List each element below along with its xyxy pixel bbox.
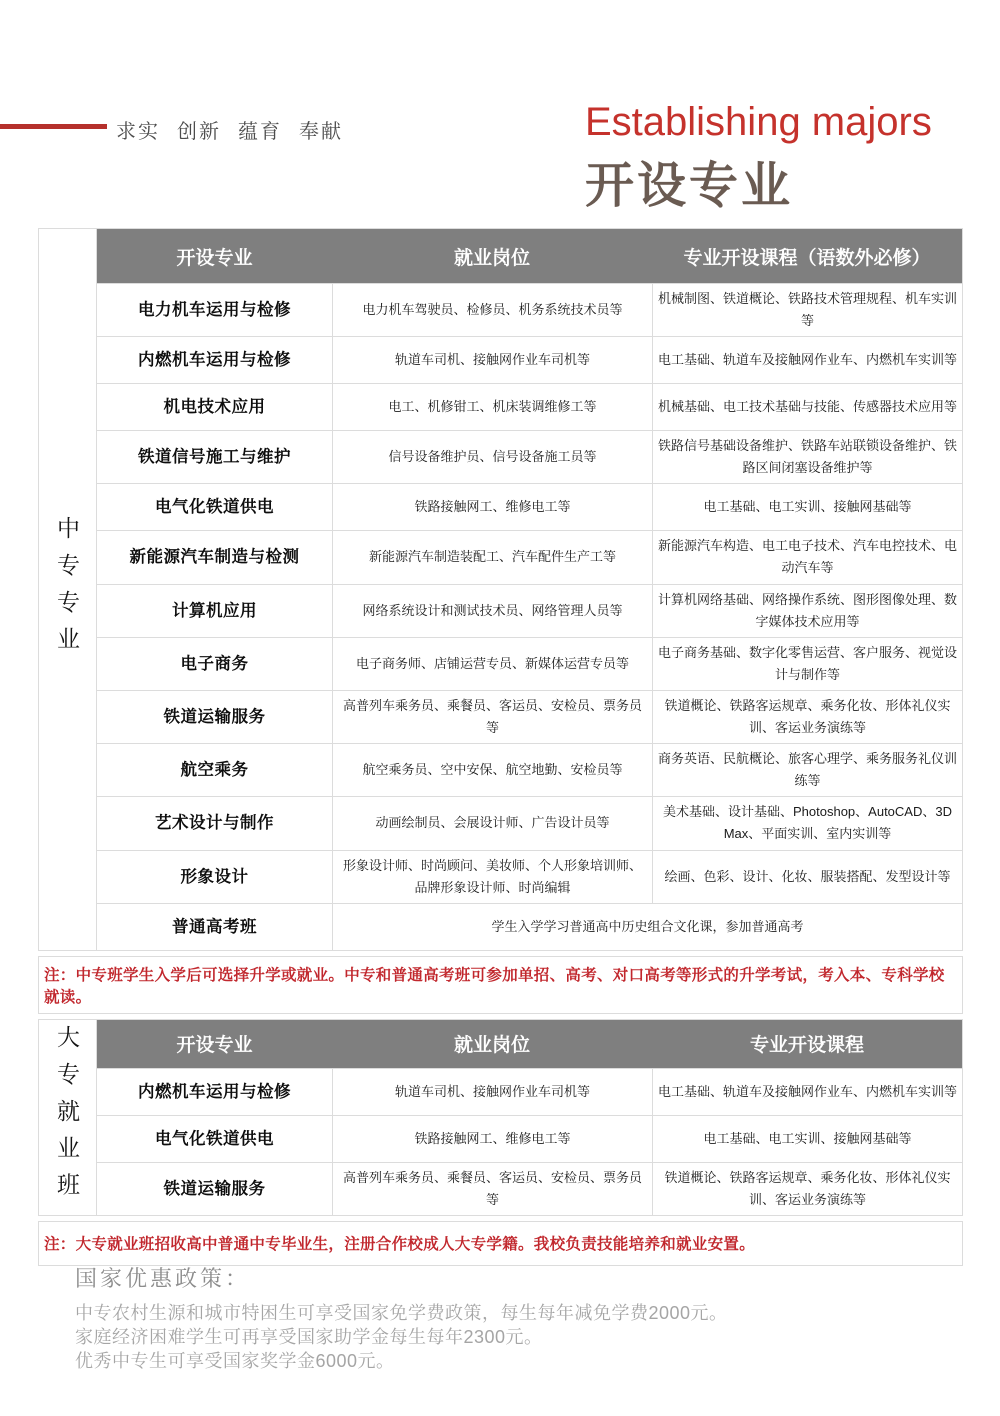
motto-word: 蕴育	[238, 121, 282, 143]
merged-cell: 学生入学学习普通高中历史组合文化课，参加普通高考	[332, 904, 962, 950]
courses-cell: 新能源汽车构造、电工电子技术、汽车电控技术、电动汽车等	[652, 531, 962, 583]
jobs-cell: 信号设备维护员、信号设备施工员等	[332, 431, 652, 483]
table-row	[97, 383, 962, 430]
courses-cell: 机械制图、铁道概论、铁路技术管理规程、机车实训等	[652, 284, 962, 336]
courses-cell: 电工基础、电工实训、接触网基础等	[652, 1116, 962, 1162]
major-cell: 铁道运输服务	[163, 708, 266, 726]
major-cell: 新能源汽车制造与检测	[129, 548, 300, 567]
major-cell: 形象设计	[180, 867, 249, 886]
policy-line: 家庭经济困难学生可再享受国家助学金每生每年2300元。	[75, 1326, 543, 1347]
jobs-cell: 新能源汽车制造装配工、汽车配件生产工等	[332, 531, 652, 583]
jobs-cell: 形象设计师、时尚顾问、美妆师、个人形象培训师、品牌形象设计师、时尚编辑	[332, 851, 652, 903]
table-row	[97, 430, 962, 483]
table-row	[97, 743, 962, 796]
courses-cell: 铁道概论、铁路客运规章、乘务化妆、形体礼仪实训、客运业务演练等	[652, 1163, 962, 1215]
jobs-cell: 轨道车司机、接触网作业车司机等	[332, 337, 652, 383]
table-row	[97, 1115, 962, 1162]
table-row	[97, 1068, 962, 1115]
table-row	[97, 796, 962, 849]
jobs-cell: 网络系统设计和测试技术员、网络管理人员等	[332, 585, 652, 637]
courses-cell: 美术基础、设计基础、Photoshop、AutoCAD、3D Max、平面实训、室内实训等	[652, 797, 962, 849]
table2-header-jobs: 就业岗位	[453, 1035, 530, 1057]
side-label-zhongzhuan: 中专专业	[54, 515, 80, 663]
table1-header-courses: 专业开设课程（语数外必修）	[683, 247, 931, 269]
table1-header-row	[97, 229, 962, 283]
major-cell: 内燃机车运用与检修	[138, 1082, 291, 1101]
jobs-cell: 铁路接触网工、维修电工等	[332, 484, 652, 530]
courses-cell: 商务英语、民航概论、旅客心理学、乘务服务礼仪训练等	[652, 744, 962, 796]
jobs-cell: 航空乘务员、空中安保、航空地勤、安检员等	[332, 744, 652, 796]
major-cell: 内燃机车运用与检修	[138, 351, 291, 370]
content-board	[38, 228, 963, 1271]
policy-section	[75, 1262, 728, 1373]
zhongzhuan-table	[96, 229, 962, 950]
jobs-cell: 电工、机修钳工、机床装调维修工等	[332, 384, 652, 430]
jobs-cell: 电子商务师、店铺运营专员、新媒体运营专员等	[332, 638, 652, 690]
table-row	[97, 690, 962, 743]
dazhuan-table	[96, 1020, 962, 1215]
page-title-zh: 开设专业	[585, 159, 794, 213]
courses-cell: 铁道概论、铁路客运规章、乘务化妆、形体礼仪实训、客运业务演练等	[652, 691, 962, 743]
motto-word: 奉献	[299, 121, 343, 143]
table-row	[97, 530, 962, 583]
table-row	[97, 336, 962, 383]
jobs-cell: 高普列车乘务员、乘餐员、客运员、安检员、票务员等	[332, 691, 652, 743]
major-cell: 计算机应用	[172, 601, 257, 620]
courses-cell: 铁路信号基础设备维护、铁路车站联锁设备维护、铁路区间闭塞设备维护等	[652, 431, 962, 483]
table-row	[97, 283, 962, 336]
policy-line: 中专农村生源和城市特困生可享受国家免学费政策，每生每年减免学费2000元。	[75, 1303, 728, 1323]
note-dazhuan: 注：大专就业班招收高中普通中专毕业生，注册合作校成人大专学籍。我校负责技能培养和就业安置。	[38, 1221, 963, 1266]
courses-cell: 机械基础、电工技术基础与技能、传感器技术应用等	[652, 384, 962, 430]
note-zhongzhuan: 注：中专班学生入学后可选择升学或就业。中专和普通高考班可参加单招、高考、对口高考等形式的升学考试，考入本、专科学校就读。	[38, 956, 963, 1014]
major-cell: 艺术设计与制作	[155, 814, 274, 833]
jobs-cell: 铁路接触网工、维修电工等	[332, 1116, 652, 1162]
section-dazhuan	[38, 1019, 963, 1216]
major-cell: 电子商务	[180, 654, 249, 673]
major-cell: 电气化铁道供电	[155, 498, 274, 517]
table2-header-major: 开设专业	[176, 1035, 253, 1057]
courses-cell: 计算机网络基础、网络操作系统、图形图像处理、数字媒体技术应用等	[652, 585, 962, 637]
motto-word: 创新	[177, 121, 221, 143]
table-row	[97, 483, 962, 530]
policy-title: 国家优惠政策：	[75, 1266, 251, 1291]
table2-header-row	[97, 1020, 962, 1068]
major-cell: 铁道信号施工与维护	[138, 448, 291, 467]
major-cell: 电力机车运用与检修	[138, 301, 291, 320]
major-cell: 电气化铁道供电	[155, 1129, 274, 1148]
table1-header-jobs: 就业岗位	[453, 247, 530, 269]
section-zhongzhuan	[38, 228, 963, 951]
major-cell: 航空乘务	[180, 761, 249, 780]
courses-cell: 绘画、色彩、设计、化妆、服装搭配、发型设计等	[652, 851, 962, 903]
brand-rule	[0, 124, 107, 129]
school-motto	[116, 115, 343, 144]
side-label-dazhuan: 大专就业班	[54, 1025, 80, 1210]
jobs-cell: 轨道车司机、接触网作业车司机等	[332, 1069, 652, 1115]
jobs-cell: 动画绘制员、会展设计师、广告设计员等	[332, 797, 652, 849]
courses-cell: 电工基础、轨道车及接触网作业车、内燃机车实训等	[652, 1069, 962, 1115]
courses-cell: 电子商务基础、数字化零售运营、客户服务、视觉设计与制作等	[652, 638, 962, 690]
table-row	[97, 637, 962, 690]
table2-header-courses: 专业开设课程	[749, 1035, 864, 1057]
table1-header-major: 开设专业	[176, 247, 253, 269]
major-cell: 机电技术应用	[163, 398, 266, 417]
policy-line: 优秀中专生可享受国家奖学金6000元。	[75, 1350, 395, 1371]
jobs-cell: 高普列车乘务员、乘餐员、客运员、安检员、票务员等	[332, 1163, 652, 1215]
table-row	[97, 850, 962, 903]
page-title-en: Establishing majors	[585, 100, 932, 144]
major-cell: 铁道运输服务	[163, 1179, 266, 1198]
major-cell: 普通高考班	[172, 917, 257, 936]
jobs-cell: 电力机车驾驶员、检修员、机务系统技术员等	[332, 284, 652, 336]
motto-word: 求实	[116, 121, 160, 143]
table-row	[97, 1162, 962, 1215]
courses-cell: 电工基础、电工实训、接触网基础等	[652, 484, 962, 530]
table-row-merged	[97, 903, 962, 950]
table-row	[97, 584, 962, 637]
courses-cell: 电工基础、轨道车及接触网作业车、内燃机车实训等	[652, 337, 962, 383]
